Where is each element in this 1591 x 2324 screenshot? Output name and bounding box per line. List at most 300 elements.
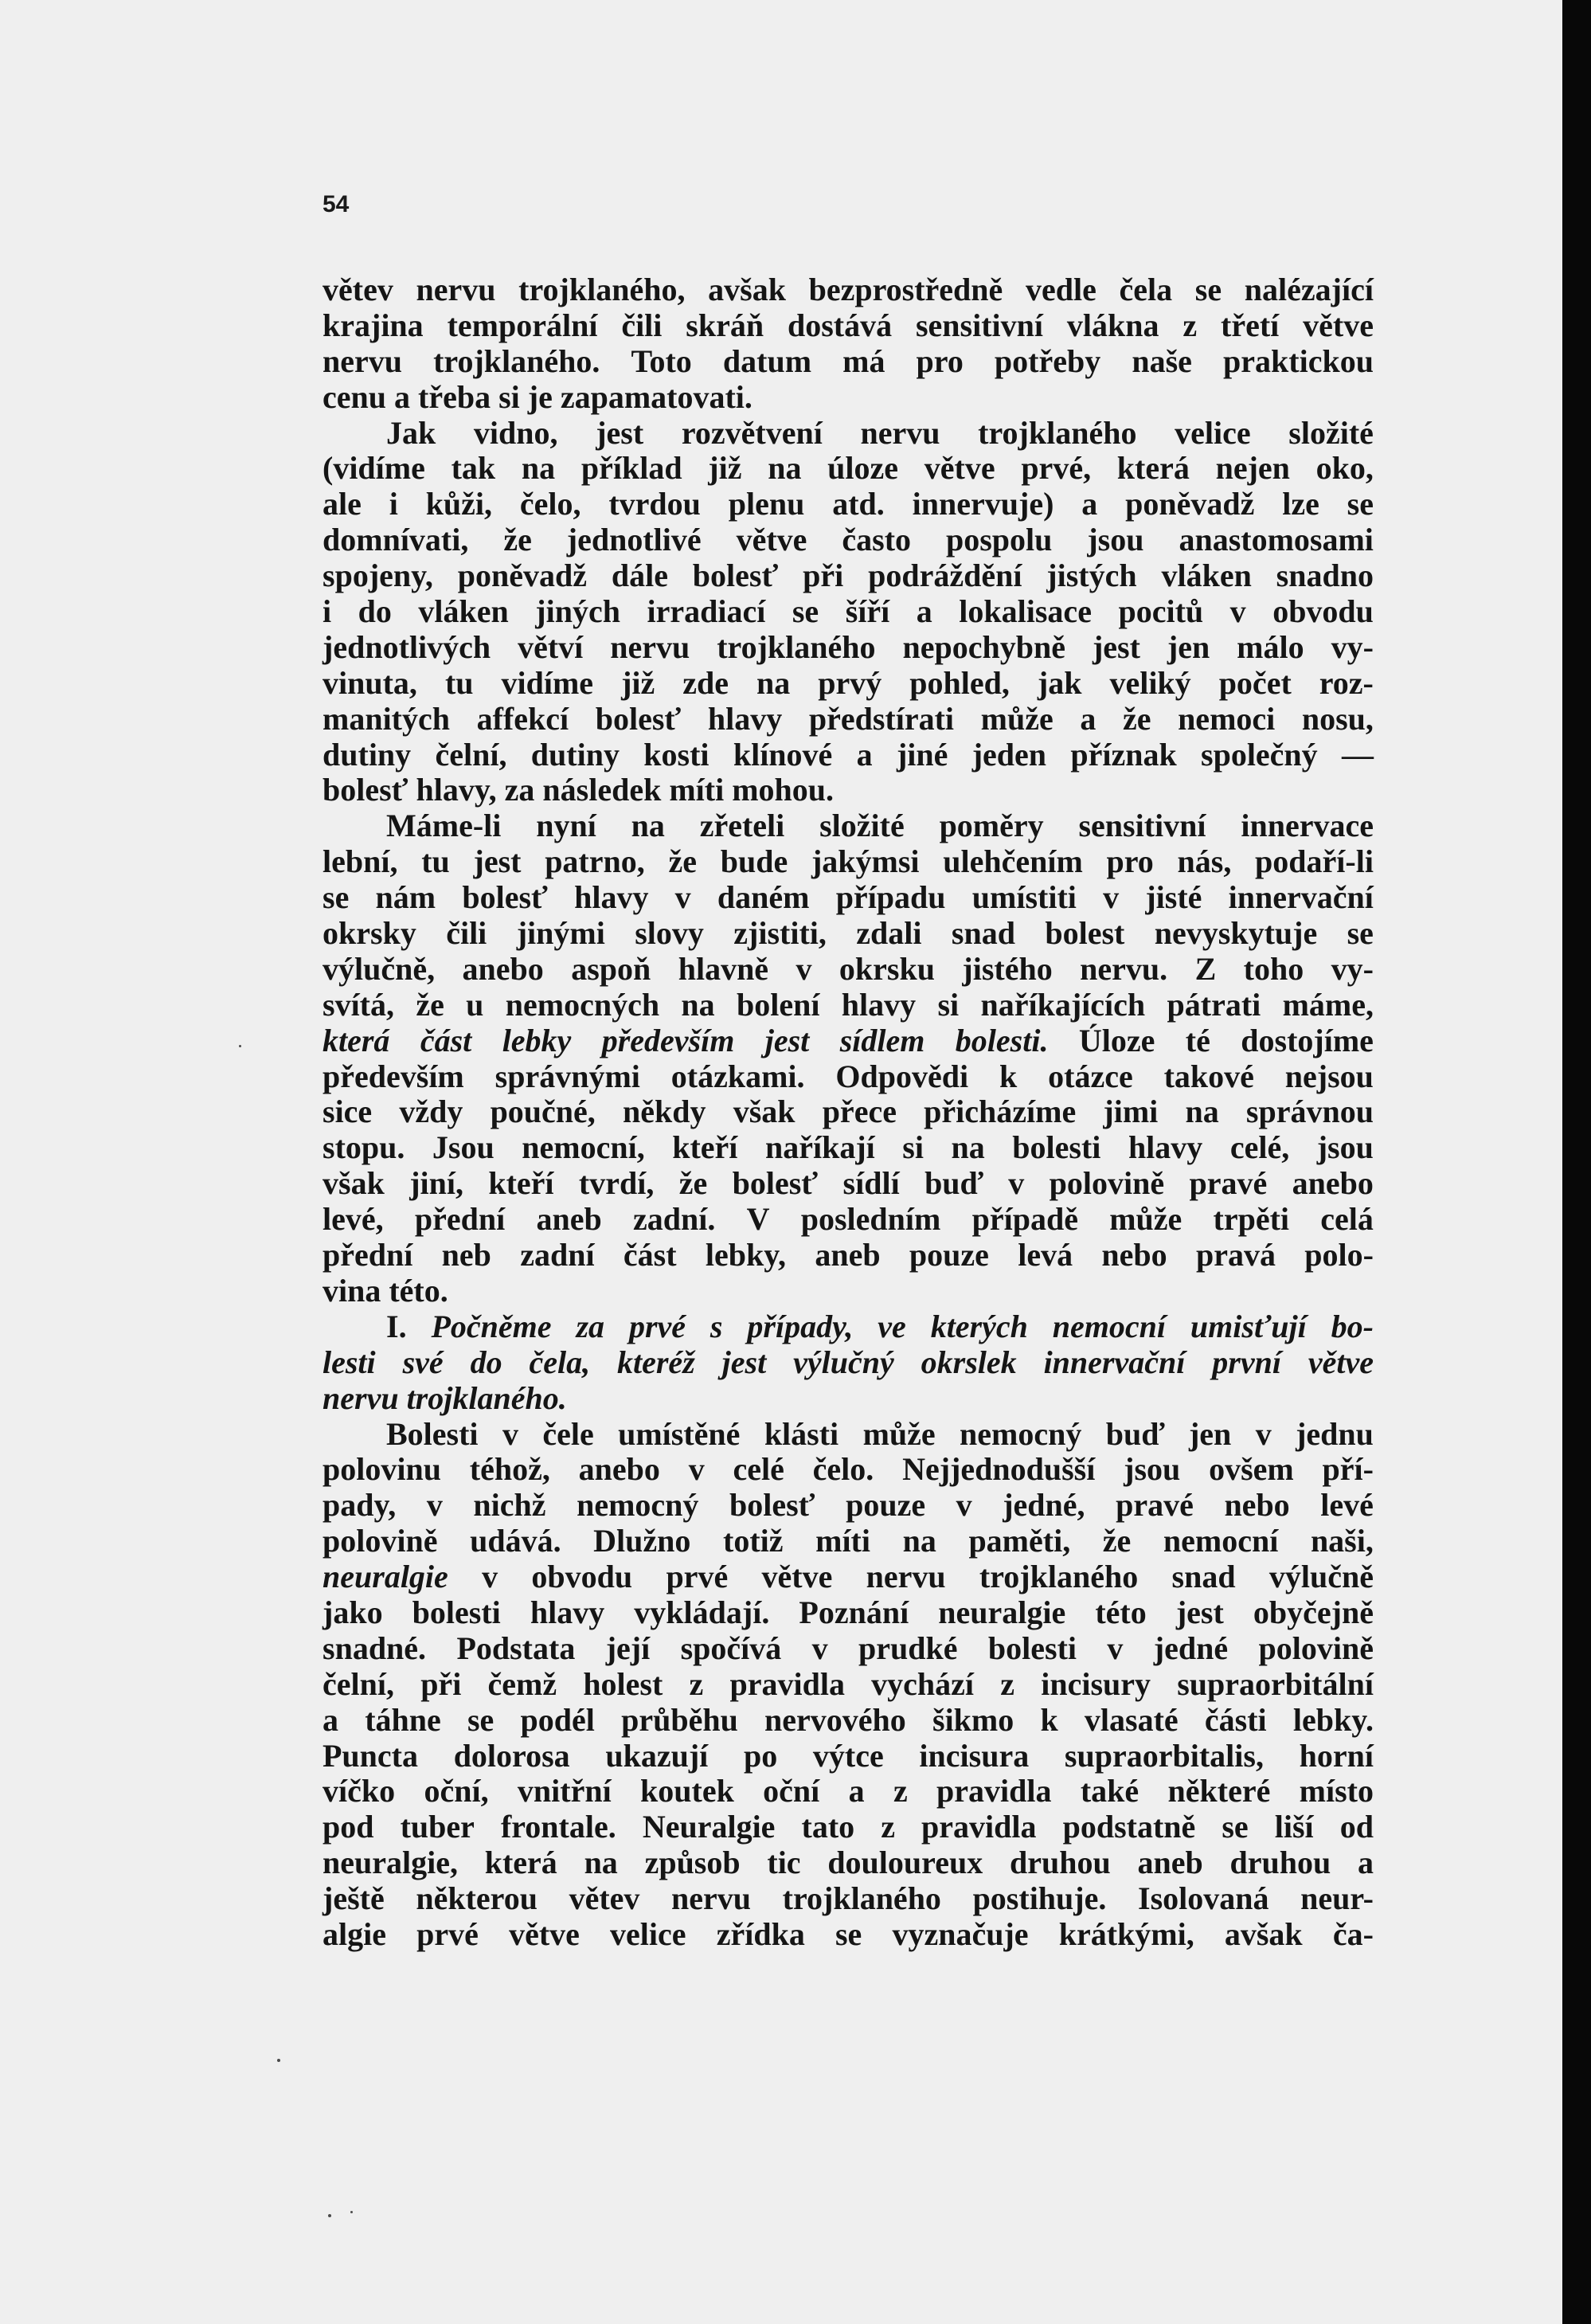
text-word: výlučný	[793, 1344, 894, 1380]
text-segment: bolesť hlavy, za následek míti mohou.	[322, 772, 835, 808]
text-word: trojklaného.	[433, 342, 600, 379]
text-word: pod	[322, 1809, 374, 1845]
text-word: polovině	[1049, 1165, 1165, 1202]
text-word: že	[668, 843, 697, 880]
text-word: (vidíme	[322, 450, 425, 487]
text-word: neuralgie	[938, 1594, 1066, 1630]
text-word: udává.	[470, 1523, 561, 1559]
text-word: obvodu	[531, 1559, 633, 1595]
text-line	[322, 1595, 1374, 1631]
text-word: levá	[1018, 1237, 1073, 1274]
text-word: jsou	[1124, 1451, 1181, 1488]
text-word: způsob	[644, 1845, 741, 1881]
text-word: táhne	[365, 1701, 441, 1738]
text-word: jest	[764, 1022, 810, 1058]
text-word: pravé	[1189, 1165, 1268, 1202]
dust-speck	[277, 2059, 280, 2062]
text-word: klínové	[733, 736, 833, 773]
text-word: vyznačuje	[892, 1915, 1029, 1952]
text-word: podaří-li	[1255, 843, 1374, 880]
text-word: v	[1008, 1165, 1025, 1202]
text-word: zdali	[856, 915, 922, 952]
text-word: se	[1194, 272, 1222, 307]
text-word: kteří	[488, 1165, 554, 1202]
text-word: některou	[416, 1880, 538, 1917]
text-word: zde	[682, 664, 729, 701]
text-line	[322, 1774, 1374, 1810]
text-word: její	[605, 1630, 651, 1666]
text-word: nejen	[1215, 450, 1290, 487]
text-word: nebo	[1101, 1237, 1167, 1274]
text-word: tvrdí,	[578, 1165, 655, 1202]
text-word: tic	[767, 1845, 801, 1881]
text-word: innervace	[1241, 808, 1374, 844]
text-word: poměry	[939, 808, 1044, 844]
text-word: dostává	[787, 307, 893, 343]
text-word: roz-	[1319, 664, 1374, 701]
text-word: snad	[1171, 1559, 1236, 1595]
text-word: jeden	[971, 736, 1047, 773]
text-word: kteréž	[617, 1344, 695, 1380]
text-word: paměti,	[968, 1523, 1071, 1559]
text-word: v	[482, 1559, 498, 1595]
text-word: čela,	[529, 1344, 591, 1380]
text-word: bolesti.	[955, 1022, 1049, 1058]
text-word: se	[467, 1701, 494, 1738]
text-word: bo-	[1331, 1308, 1374, 1344]
text-word: neb	[441, 1237, 491, 1274]
text-word: vláken	[418, 593, 509, 630]
text-word: ovšem	[1209, 1451, 1294, 1488]
text-word: levé	[1320, 1487, 1374, 1524]
text-word: innervuje)	[912, 486, 1054, 522]
text-word: Jsou	[432, 1129, 494, 1166]
text-word: nemocný	[577, 1487, 699, 1524]
body-text	[322, 272, 1374, 1953]
text-word: do	[470, 1344, 502, 1380]
text-line	[322, 952, 1374, 988]
text-word: v	[674, 879, 691, 916]
text-word: dutiny	[322, 736, 412, 773]
text-word: zadní	[520, 1237, 595, 1274]
text-line	[322, 272, 1374, 308]
text-word: bolest	[1045, 915, 1125, 952]
text-word: části	[1204, 1701, 1267, 1738]
text-word: nalézající	[1244, 272, 1374, 307]
text-word: svítá,	[322, 986, 394, 1023]
text-word: jisté	[1145, 879, 1202, 916]
text-line	[322, 1631, 1374, 1667]
text-word: snadné.	[322, 1630, 427, 1666]
text-word: nosu,	[1301, 700, 1374, 737]
text-word: čelní,	[435, 736, 507, 773]
text-word: si	[937, 986, 960, 1023]
text-word: podráždění	[868, 558, 1022, 594]
text-word: trojklaného	[978, 414, 1137, 451]
text-word: ale	[322, 486, 362, 522]
text-word: bolesť	[595, 700, 682, 737]
text-line	[322, 380, 1374, 416]
text-word: obyčejně	[1253, 1594, 1374, 1630]
text-word: oko,	[1315, 450, 1374, 487]
text-word: naši,	[1310, 1523, 1374, 1559]
text-word: může	[980, 700, 1054, 737]
text-word: nyní	[536, 808, 596, 844]
text-word: prvé	[628, 1308, 686, 1344]
text-segment: vina této.	[322, 1272, 448, 1309]
text-word: plenu	[728, 486, 805, 522]
text-word: ukazují	[605, 1737, 709, 1774]
text-word: z	[1000, 1665, 1015, 1702]
text-word: trojklaného	[717, 628, 876, 665]
text-word: prudké	[858, 1630, 958, 1666]
text-word: případu	[835, 879, 946, 916]
text-word: pravidla	[729, 1665, 845, 1702]
text-word: téhož,	[469, 1451, 550, 1488]
text-word: také	[1080, 1773, 1140, 1810]
text-word: umístěné	[618, 1415, 741, 1452]
text-word: praktickou	[1223, 342, 1374, 379]
text-line	[322, 1417, 1374, 1453]
text-word: u	[466, 986, 484, 1023]
dust-speck	[350, 2211, 353, 2213]
text-word: v	[1229, 593, 1246, 630]
text-word: příznak	[1070, 736, 1177, 773]
text-word: se	[1347, 915, 1374, 952]
text-word: první	[1212, 1344, 1281, 1380]
text-word: z	[1182, 307, 1198, 343]
text-word: zřeteli	[699, 808, 785, 844]
text-word: pohled,	[909, 664, 1010, 701]
text-word: trojklaného	[979, 1559, 1139, 1595]
text-word: buď	[1105, 1415, 1165, 1452]
text-line	[322, 1452, 1374, 1488]
text-line	[322, 1845, 1374, 1881]
text-word: a	[322, 1701, 338, 1738]
text-word: někdy	[623, 1094, 706, 1130]
text-word: na	[951, 1129, 985, 1166]
text-word: Bolesti	[386, 1415, 479, 1452]
text-word: lze	[1282, 486, 1319, 522]
text-word: vychází	[871, 1665, 975, 1702]
text-line	[322, 1917, 1374, 1953]
text-word: jednotlivé	[566, 522, 702, 558]
text-word: čele	[542, 1415, 594, 1452]
text-word: a	[848, 1773, 865, 1810]
text-word: prvé,	[1021, 450, 1092, 487]
text-word: vidíme	[501, 664, 594, 701]
text-word: jsou	[1087, 522, 1144, 558]
text-word: na	[681, 986, 715, 1023]
text-word: především	[322, 1058, 464, 1094]
text-word: trojklaného	[782, 1880, 941, 1917]
text-word: hlavy	[574, 879, 649, 916]
text-word: trpěti	[1213, 1201, 1290, 1238]
text-word: v	[1255, 1415, 1272, 1452]
text-word: Úloze	[1078, 1022, 1155, 1058]
text-word: innervační	[1043, 1344, 1186, 1380]
text-word: bude	[720, 843, 788, 880]
text-word: větve	[736, 522, 807, 558]
text-word: tu	[421, 843, 450, 880]
text-word: lebky	[502, 1022, 572, 1058]
text-word: a	[1081, 486, 1098, 522]
text-word: a	[916, 593, 932, 630]
text-word: nejsou	[1284, 1058, 1374, 1094]
text-word: naše	[1132, 342, 1192, 379]
text-word: vnitřní	[517, 1773, 612, 1810]
text-word: lesti	[322, 1344, 376, 1380]
text-word: že	[1102, 1523, 1132, 1559]
text-word: jednotlivých	[322, 628, 491, 665]
text-word: větve	[509, 1915, 580, 1952]
text-word: spočívá	[680, 1630, 782, 1666]
text-word: tak	[451, 450, 496, 487]
text-word: lokalisace	[959, 593, 1092, 630]
text-word: dále	[611, 558, 668, 594]
text-line	[322, 916, 1374, 952]
text-word: potřeby	[994, 342, 1101, 379]
text-word: správnými	[494, 1058, 640, 1094]
text-word: předstírati	[808, 700, 955, 737]
text-word: oční	[763, 1773, 820, 1810]
text-line	[322, 308, 1374, 344]
text-word: čemž	[487, 1665, 557, 1702]
text-word: složité	[1288, 414, 1374, 451]
text-word: však	[322, 1165, 385, 1202]
text-line	[322, 1202, 1374, 1238]
text-word: od	[1339, 1809, 1374, 1845]
text-word: pří-	[1322, 1451, 1374, 1488]
text-word: může	[862, 1415, 936, 1452]
text-word: supraorbitalis,	[1064, 1737, 1264, 1774]
text-word: v	[426, 1487, 443, 1524]
text-word: trojklaného,	[518, 272, 686, 307]
text-word: tato	[801, 1809, 855, 1845]
text-word: sice	[322, 1094, 373, 1130]
text-word: hlavy	[707, 700, 783, 737]
text-line	[322, 487, 1374, 522]
text-word: Dlužno	[593, 1523, 691, 1559]
text-word: tuber	[400, 1809, 475, 1845]
text-word: vždy	[399, 1094, 463, 1130]
text-word: naříkajících	[980, 986, 1146, 1023]
dust-speck	[239, 1045, 241, 1047]
text-word: jakýmsi	[811, 843, 920, 880]
text-word: hlavy	[841, 986, 917, 1023]
text-word: okrslek	[921, 1344, 1017, 1380]
text-word: jest	[721, 1344, 767, 1380]
text-word: jest	[473, 843, 522, 880]
text-word: spojeny,	[322, 558, 433, 594]
text-line	[322, 522, 1374, 558]
text-word: úloze	[827, 450, 899, 487]
text-word: nás,	[1177, 843, 1232, 880]
text-word: velice	[1175, 414, 1251, 451]
text-word: čelo.	[812, 1451, 874, 1488]
text-word: některé	[1167, 1773, 1271, 1810]
text-word: vinuta,	[322, 664, 417, 701]
text-word: bolesti	[987, 1630, 1077, 1666]
text-word: I.	[386, 1308, 407, 1344]
text-word: sídlí	[842, 1165, 900, 1202]
text-line	[322, 558, 1374, 594]
text-word: pravé	[1116, 1487, 1194, 1524]
text-word: nervu.	[1080, 950, 1168, 987]
text-word: prvé	[416, 1915, 479, 1952]
text-word: jiní,	[409, 1165, 463, 1202]
text-word: jimi	[1103, 1094, 1159, 1130]
text-word: celá	[1320, 1201, 1374, 1238]
text-word: složité	[819, 808, 905, 844]
page-number: 54	[322, 191, 350, 217]
text-word: jen	[1167, 628, 1210, 665]
text-line	[322, 416, 1374, 452]
text-word: této	[1095, 1594, 1147, 1630]
text-word: obvodu	[1272, 593, 1374, 630]
text-word: v	[688, 1451, 705, 1488]
text-word: douloureux	[827, 1845, 983, 1881]
text-word: výlučně,	[322, 950, 436, 987]
text-word: bolesti	[412, 1594, 501, 1630]
text-word: bolesť	[692, 558, 779, 594]
text-word: manitých	[322, 700, 450, 737]
text-word: společný	[1201, 736, 1318, 773]
text-word: stopu.	[322, 1129, 405, 1166]
text-word: aneb	[815, 1237, 881, 1274]
text-word: okrsky	[322, 915, 416, 952]
text-word: průběhu	[621, 1701, 738, 1738]
text-word: incisury	[1041, 1665, 1151, 1702]
text-word: holest	[583, 1665, 663, 1702]
text-word: innervační	[1228, 879, 1374, 916]
text-word: při	[803, 558, 844, 594]
text-word: poučné,	[490, 1094, 596, 1130]
text-word: prvé	[666, 1559, 729, 1595]
text-line	[322, 773, 1374, 808]
text-word: liší	[1274, 1809, 1314, 1845]
text-word: jiných	[535, 593, 620, 630]
text-word: výtce	[812, 1737, 884, 1774]
text-word: nervu	[671, 1880, 752, 1917]
text-word: v	[1107, 1630, 1124, 1666]
text-word: snad	[951, 915, 1015, 952]
text-word: celé,	[1229, 1129, 1290, 1166]
text-word: své	[402, 1344, 444, 1380]
text-word: která	[322, 1022, 390, 1058]
text-word: —	[1342, 736, 1374, 773]
text-word: druhou	[1009, 1845, 1111, 1881]
text-word: zadní.	[632, 1201, 716, 1238]
text-word: pospolu	[945, 522, 1053, 558]
text-word: především	[601, 1022, 735, 1058]
text-word: jiné	[896, 736, 948, 773]
text-word: jest	[596, 414, 644, 451]
text-word: pravá	[1195, 1237, 1276, 1274]
text-line	[322, 1309, 1374, 1345]
text-word: kterých	[930, 1308, 1028, 1344]
text-word: datum	[722, 342, 812, 379]
text-word: posledním	[800, 1201, 941, 1238]
text-word: na	[768, 450, 802, 487]
text-word: horní	[1299, 1737, 1374, 1774]
text-word: případy,	[747, 1308, 854, 1344]
text-word: nervu	[322, 342, 402, 379]
text-word: poněvadž	[1125, 486, 1255, 522]
text-word: si	[902, 1129, 924, 1166]
text-word: na	[631, 808, 665, 844]
text-word: ve	[878, 1308, 906, 1344]
text-word: šikmo	[932, 1701, 1014, 1738]
text-word: celé	[733, 1451, 784, 1488]
text-word: Poznání	[799, 1594, 909, 1630]
text-segment: nervu trojklaného.	[322, 1379, 567, 1416]
text-word: bolesť	[732, 1165, 819, 1202]
text-word: v	[796, 950, 812, 987]
text-word: vláken	[1161, 558, 1252, 594]
text-word: a	[1080, 700, 1096, 737]
text-word: čelo,	[519, 486, 581, 522]
text-word: v	[811, 1630, 828, 1666]
text-word: buď	[924, 1165, 983, 1202]
text-word: vedle	[1025, 272, 1096, 307]
text-line	[322, 1559, 1374, 1595]
text-word: na	[756, 664, 791, 701]
text-word: nemocní,	[522, 1129, 645, 1166]
text-word: Nejjednodušší	[902, 1451, 1096, 1488]
text-word: pouze	[909, 1237, 989, 1274]
text-word: má	[842, 342, 885, 379]
text-line	[322, 1274, 1374, 1309]
text-word: jednu	[1296, 1415, 1374, 1452]
text-word: jinými	[516, 915, 605, 952]
text-line	[322, 1810, 1374, 1845]
text-line	[322, 1739, 1374, 1774]
text-word: bolesti	[1012, 1129, 1101, 1166]
text-word: místo	[1299, 1773, 1374, 1810]
text-word: podél	[520, 1701, 595, 1738]
text-word: Jak	[386, 414, 436, 451]
text-word: přední	[414, 1201, 506, 1238]
text-word: se	[1222, 1809, 1249, 1845]
text-word: jak	[1037, 664, 1082, 701]
text-line	[322, 344, 1374, 380]
text-word: aneb	[536, 1201, 602, 1238]
text-line	[322, 1345, 1374, 1381]
text-word: čela	[1119, 272, 1173, 307]
text-word: víčko	[322, 1773, 396, 1810]
text-word: patrno,	[545, 843, 645, 880]
text-word: správnou	[1245, 1094, 1374, 1130]
text-word: pravidla	[921, 1809, 1037, 1845]
text-word: toho	[1243, 950, 1304, 987]
text-word: větev	[569, 1880, 640, 1917]
text-word: nevyskytuje	[1154, 915, 1318, 952]
text-word: zjistiti,	[733, 915, 827, 952]
text-word: umisťují	[1190, 1308, 1307, 1344]
text-word: v	[502, 1415, 518, 1452]
text-word: jsou	[1316, 1129, 1374, 1166]
text-word: máme,	[1282, 986, 1374, 1023]
text-word: větve	[761, 1559, 833, 1595]
text-word: prvý	[818, 664, 882, 701]
text-word: sídlem	[839, 1022, 925, 1058]
text-line	[322, 630, 1374, 666]
text-word: rozvětvení	[681, 414, 823, 451]
text-word: polovině	[322, 1523, 438, 1559]
text-word: pro	[1106, 843, 1154, 880]
text-word: Podstata	[456, 1630, 576, 1666]
